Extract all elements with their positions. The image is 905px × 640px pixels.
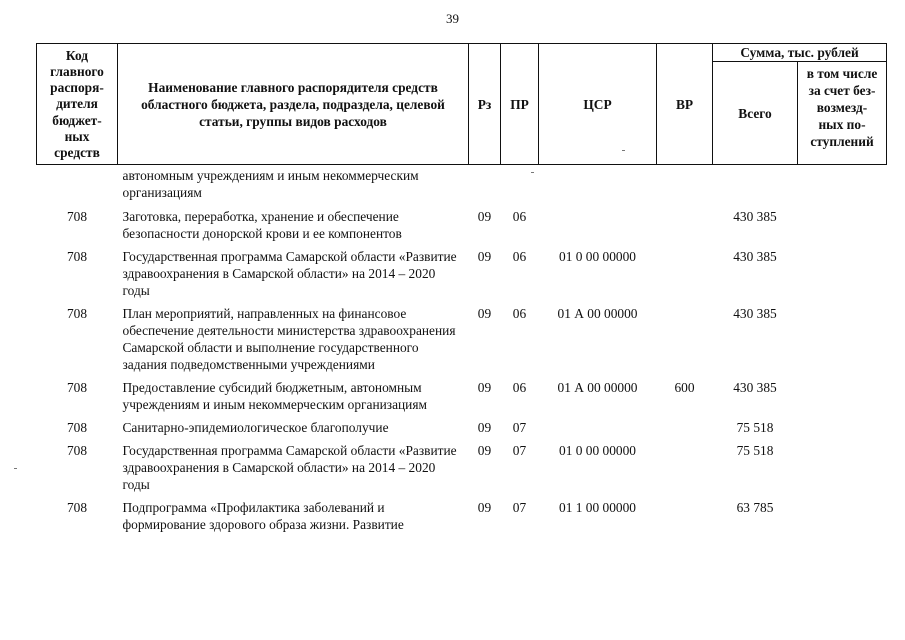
cell-vr [657, 242, 713, 299]
cell-csr: 01 0 00 00000 [559, 249, 636, 264]
header-free-line: в том числе [806, 66, 878, 81]
header-code-line: средств [54, 145, 100, 160]
cell-vr: 600 [674, 380, 695, 395]
cell-rz: 09 [477, 443, 492, 458]
budget-table [36, 43, 887, 533]
scan-artifact [531, 172, 534, 173]
cell-code: 708 [66, 500, 88, 515]
cell-code: 708 [66, 209, 88, 224]
cell-rz: 09 [477, 500, 492, 515]
cell-pr: 07 [512, 443, 527, 458]
header-free [798, 62, 887, 165]
cell-free [798, 413, 887, 436]
header-code-line: ных [64, 128, 90, 144]
table-row [37, 299, 887, 373]
cell-total: 430 385 [733, 249, 777, 264]
header-free-line: за счет без- [808, 83, 876, 98]
cell-code: 708 [66, 249, 88, 264]
cell-free [798, 201, 887, 242]
table-row [37, 201, 887, 242]
cell-total: 430 385 [733, 209, 777, 224]
scan-artifact [622, 150, 625, 151]
header-name: Наименование главного распорядителя средств областного бюджета, раздела, подраздела, целевой статьи, группы видов расходов [118, 44, 469, 165]
cell-vr [657, 493, 713, 533]
header-code-line: Код [65, 47, 89, 63]
table-row [37, 493, 887, 533]
header-free-line: ных по- [818, 117, 866, 132]
cell-code: 708 [66, 306, 88, 321]
table-header [37, 44, 887, 165]
cell-name: Государственная программа Самарской области «Развитие здравоохранения в Самарской области» на 2014 – 2020 годы [122, 443, 457, 492]
table-row [37, 242, 887, 299]
header-csr: ЦСР [539, 44, 657, 165]
cell-rz: 09 [477, 209, 492, 224]
header-free-line: ступлений [810, 134, 874, 149]
cell-code: 708 [66, 443, 88, 458]
cell-total: 430 385 [733, 380, 777, 395]
cell-rz [469, 165, 501, 202]
header-code-line: дителя [56, 96, 98, 112]
cell-csr: 01 0 00 00000 [559, 443, 636, 458]
cell-vr [657, 201, 713, 242]
cell-name: Санитарно-эпидемиологическое благополучие [122, 420, 389, 435]
page-number: 39 [446, 11, 459, 26]
table-row [37, 436, 887, 493]
cell-csr [539, 201, 657, 242]
cell-name: Предоставление субсидий бюджетным, автономным учреждениям и иным некоммерческим организациям [122, 380, 427, 412]
table-row [37, 373, 887, 413]
header-vr: ВР [657, 44, 713, 165]
cell-rz: 09 [477, 380, 492, 395]
cell-pr [501, 165, 539, 202]
header-pr: ПР [501, 44, 539, 165]
table-body [37, 165, 887, 534]
cell-total [713, 165, 798, 202]
cell-csr: 01 1 00 00000 [559, 500, 636, 515]
cell-code: 708 [66, 380, 88, 395]
cell-pr: 06 [512, 209, 527, 224]
cell-name: Заготовка, переработка, хранение и обеспечение безопасности донорской крови и ее компонентов [122, 209, 402, 241]
header-total: Всего [713, 62, 798, 165]
cell-rz: 09 [477, 249, 492, 264]
cell-pr: 06 [512, 249, 527, 264]
cell-pr: 07 [512, 420, 527, 435]
cell-vr [657, 299, 713, 373]
cell-total: 430 385 [733, 306, 777, 321]
cell-vr [657, 436, 713, 493]
header-sum-group: Сумма, тыс. рублей [713, 44, 887, 62]
cell-pr: 07 [512, 500, 527, 515]
cell-free [798, 299, 887, 373]
cell-name: План мероприятий, направленных на финансовое обеспечение деятельности министерства здравоохранения Самарской области и выполнение государственного задания подведомственными учреждениями [122, 306, 456, 372]
cell-vr [657, 413, 713, 436]
scan-artifact [14, 468, 17, 469]
cell-csr: 01 А 00 00000 [557, 306, 638, 321]
cell-free [798, 373, 887, 413]
header-code-line: главного [50, 63, 104, 79]
header-free-line: возмезд- [816, 100, 868, 115]
cell-pr: 06 [512, 306, 527, 321]
cell-name: Государственная программа Самарской области «Развитие здравоохранения в Самарской области» на 2014 – 2020 годы [122, 249, 457, 298]
cell-name: Подпрограмма «Профилактика заболеваний и формирование здорового образа жизни. Развитие [122, 500, 404, 532]
header-code-line: бюджет- [52, 112, 102, 128]
cell-code [37, 165, 118, 202]
header-code [37, 44, 118, 165]
cell-free [798, 242, 887, 299]
cell-total: 75 518 [736, 443, 774, 458]
cell-rz: 09 [477, 420, 492, 435]
table-row-continuation [37, 165, 887, 202]
header-code-line: распоря- [50, 80, 104, 96]
cell-total: 63 785 [736, 500, 774, 515]
table-row [37, 413, 887, 436]
cell-free [798, 493, 887, 533]
cell-pr: 06 [512, 380, 527, 395]
header-rz: Рз [469, 44, 501, 165]
cell-free [798, 436, 887, 493]
cell-total: 75 518 [736, 420, 774, 435]
cell-code: 708 [66, 420, 88, 435]
cell-csr [539, 413, 657, 436]
cell-vr [657, 165, 713, 202]
cell-free [798, 165, 887, 202]
cell-rz: 09 [477, 306, 492, 321]
cell-name: автономным учреждениям и иным некоммерческим организациям [122, 168, 419, 200]
cell-csr [539, 165, 657, 202]
cell-csr: 01 А 00 00000 [557, 380, 638, 395]
